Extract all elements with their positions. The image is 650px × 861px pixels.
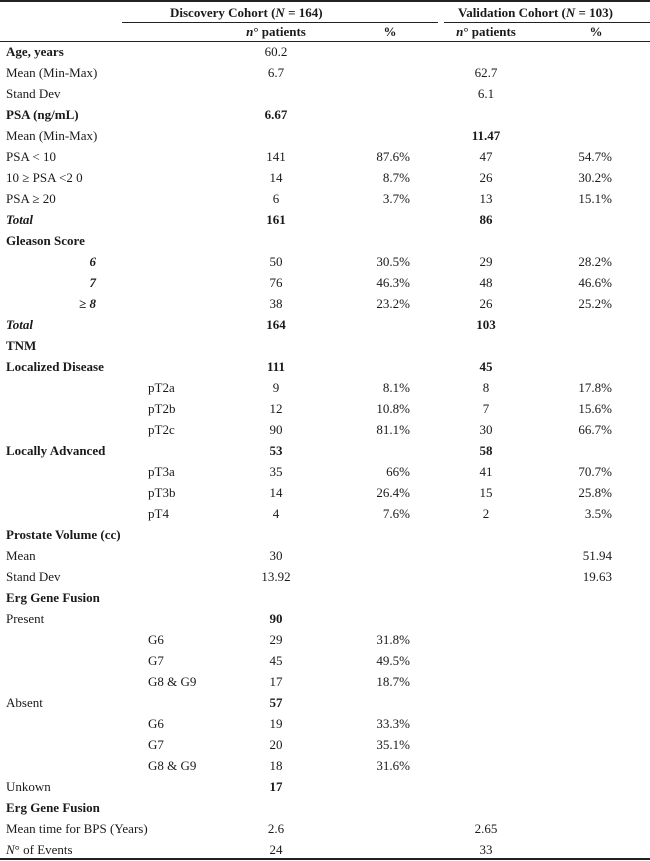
table-row — [0, 713, 650, 734]
row-label: 10 ≥ PSA <2 0 — [6, 170, 83, 185]
validation-n-cell: 26 — [479, 170, 493, 185]
validation-n-cell: 47 — [479, 149, 493, 164]
discovery-n-cell: 76 — [269, 275, 283, 290]
discovery-n-cell: 35 — [269, 464, 283, 479]
table-row — [0, 566, 650, 587]
discovery-pct-cell: 3.7% — [382, 191, 410, 206]
table-row — [0, 440, 650, 461]
discovery-pct-cell: 10.8% — [376, 401, 410, 416]
row-label: G8 & G9 — [148, 758, 197, 773]
row-label: PSA (ng/mL) — [6, 107, 79, 122]
discovery-n-cell: 50 — [269, 254, 283, 269]
discovery-n-cell: 164 — [266, 317, 286, 332]
discovery-n-cell: 13.92 — [261, 569, 291, 584]
table-row — [0, 398, 650, 419]
discovery-n-cell: 38 — [269, 296, 283, 311]
discovery-pct-cell: 81.1% — [376, 422, 410, 437]
discovery-pct-cell: 66% — [386, 464, 410, 479]
discovery-n-cell: 57 — [269, 695, 283, 710]
table-row — [0, 671, 650, 692]
row-label: pT2c — [148, 422, 175, 437]
row-label: Absent — [6, 695, 43, 710]
discovery-n-patients-header — [240, 21, 312, 42]
validation-pct-cell: 66.7% — [578, 422, 612, 437]
discovery-pct-cell: 30.5% — [376, 254, 410, 269]
discovery-n-cell: 90 — [269, 422, 283, 437]
row-label: Total — [6, 317, 33, 332]
validation-n-cell: 2 — [482, 506, 490, 521]
validation-pct-cell: 25.8% — [578, 485, 612, 500]
row-label: Localized Disease — [6, 359, 104, 374]
discovery-header-n: N — [275, 5, 285, 20]
discovery-n-cell: 20 — [269, 737, 283, 752]
row-label: Mean (Min-Max) — [6, 128, 98, 143]
discovery-n-cell: 30 — [269, 548, 283, 563]
table-row — [0, 62, 650, 83]
validation-cohort-header — [458, 3, 613, 23]
validation-pct-cell: 30.2% — [578, 170, 612, 185]
n-italic: n — [456, 24, 464, 39]
row-label: Mean (Min-Max) — [6, 65, 98, 80]
discovery-n-cell: 6.7 — [267, 65, 285, 80]
table-row — [0, 293, 650, 314]
row-label: Age, years — [6, 44, 64, 59]
discovery-n-cell: 60.2 — [264, 44, 288, 59]
table-row — [0, 524, 650, 545]
discovery-pct-cell: 8.1% — [382, 380, 410, 395]
discovery-pct-cell: 7.6% — [382, 506, 410, 521]
discovery-pct-cell: 35.1% — [376, 737, 410, 752]
row-label: Locally Advanced — [6, 443, 106, 458]
validation-header-prefix: Validation Cohort ( — [458, 5, 566, 20]
validation-n-cell: 13 — [479, 191, 493, 206]
table-row — [0, 356, 650, 377]
validation-n-cell: 58 — [479, 443, 493, 458]
row-label: TNM — [6, 338, 37, 353]
row-label: G7 — [148, 653, 164, 668]
table-row — [0, 41, 650, 62]
discovery-pct-cell: 31.6% — [376, 758, 410, 773]
table-row — [0, 650, 650, 671]
discovery-n-cell: 4 — [272, 506, 280, 521]
row-label: N° of Events — [6, 842, 73, 857]
row-label: Erg Gene Fusion — [6, 590, 100, 605]
discovery-n-cell: 17 — [269, 674, 283, 689]
validation-header-n: N — [565, 5, 576, 20]
validation-n-cell: 29 — [479, 254, 493, 269]
validation-n-cell: 6.1 — [477, 86, 495, 101]
row-label: Mean time for BPS (Years) — [6, 821, 148, 836]
validation-n-cell: 2.65 — [474, 821, 498, 836]
validation-n-cell: 15 — [479, 485, 493, 500]
table-row — [0, 83, 650, 104]
discovery-pct-cell: 26.4% — [376, 485, 410, 500]
discovery-n-cell: 24 — [269, 842, 283, 857]
discovery-pct-cell: 18.7% — [376, 674, 410, 689]
discovery-cohort-header — [170, 3, 323, 23]
row-label: pT4 — [148, 506, 169, 521]
validation-pct-cell: 15.6% — [578, 401, 612, 416]
table-row — [0, 272, 650, 293]
discovery-n-cell: 6 — [272, 191, 280, 206]
n-suffix: ° patients — [253, 24, 306, 39]
row-label: Prostate Volume (cc) — [6, 527, 121, 542]
table-row — [0, 839, 650, 860]
table-row — [0, 167, 650, 188]
validation-n-cell: 8 — [482, 380, 490, 395]
discovery-n-cell: 17 — [269, 779, 283, 794]
validation-n-cell: 26 — [479, 296, 493, 311]
table-row — [0, 230, 650, 251]
validation-n-cell: 48 — [479, 275, 493, 290]
table-row — [0, 503, 650, 524]
table-row — [0, 545, 650, 566]
row-label: Stand Dev — [6, 86, 61, 101]
table-row — [0, 146, 650, 167]
discovery-n-cell: 53 — [269, 443, 283, 458]
table-row — [0, 251, 650, 272]
table-row — [0, 818, 650, 839]
table-row — [0, 776, 650, 797]
validation-n-cell: 11.47 — [471, 128, 501, 143]
row-label: Gleason Score — [6, 233, 85, 248]
validation-pct-cell: 25.2% — [578, 296, 612, 311]
discovery-header-prefix: Discovery Cohort ( — [170, 5, 276, 20]
row-label: PSA < 10 — [6, 149, 56, 164]
discovery-n-cell: 19 — [269, 716, 283, 731]
discovery-n-cell: 90 — [269, 611, 283, 626]
validation-pct-cell: 17.8% — [578, 380, 612, 395]
table-row — [0, 419, 650, 440]
validation-pct-cell: 54.7% — [578, 149, 612, 164]
validation-pct-cell: 28.2% — [578, 254, 612, 269]
discovery-n-cell: 45 — [269, 653, 283, 668]
validation-header-suffix: = 103) — [575, 5, 614, 20]
table-row — [0, 209, 650, 230]
discovery-n-cell: 6.67 — [264, 107, 288, 122]
row-label: 7 — [89, 275, 96, 290]
table-row — [0, 188, 650, 209]
row-label: G8 & G9 — [148, 674, 197, 689]
n-suffix: ° patients — [463, 24, 516, 39]
row-label: Erg Gene Fusion — [6, 800, 100, 815]
table-row — [0, 104, 650, 125]
validation-pct-cell: 19.63 — [582, 569, 612, 584]
validation-pct-cell: 70.7% — [578, 464, 612, 479]
discovery-pct-header: % — [383, 24, 397, 39]
subheader-row — [0, 21, 650, 42]
table-row — [0, 314, 650, 335]
row-label: pT2a — [148, 380, 175, 395]
validation-pct-cell: 46.6% — [578, 275, 612, 290]
discovery-pct-cell: 46.3% — [376, 275, 410, 290]
validation-pct-cell: 15.1% — [578, 191, 612, 206]
table-row — [0, 797, 650, 818]
discovery-n-cell: 29 — [269, 632, 283, 647]
table-row — [0, 335, 650, 356]
validation-pct-header: % — [589, 24, 603, 39]
validation-n-cell: 86 — [479, 212, 493, 227]
row-label: 6 — [89, 254, 96, 269]
table-row — [0, 482, 650, 503]
row-label: Unkown — [6, 779, 51, 794]
validation-n-cell: 103 — [476, 317, 496, 332]
row-label: Total — [6, 212, 33, 227]
validation-n-cell: 45 — [479, 359, 493, 374]
discovery-pct-cell: 31.8% — [376, 632, 410, 647]
table-row — [0, 734, 650, 755]
top-rule — [0, 0, 650, 2]
row-label: G6 — [148, 632, 164, 647]
row-label: G7 — [148, 737, 164, 752]
discovery-pct-cell: 49.5% — [376, 653, 410, 668]
table-row — [0, 629, 650, 650]
table-row — [0, 377, 650, 398]
table-row — [0, 692, 650, 713]
discovery-n-cell: 18 — [269, 758, 283, 773]
discovery-n-cell: 141 — [266, 149, 286, 164]
table-row — [0, 587, 650, 608]
validation-pct-cell: 51.94 — [582, 548, 612, 563]
discovery-n-cell: 12 — [269, 401, 283, 416]
table-row — [0, 755, 650, 776]
validation-n-cell: 41 — [479, 464, 493, 479]
discovery-pct-cell: 33.3% — [376, 716, 410, 731]
validation-n-cell: 33 — [479, 842, 493, 857]
discovery-n-cell: 111 — [266, 359, 286, 374]
row-label: pT2b — [148, 401, 176, 416]
validation-n-cell: 62.7 — [474, 65, 498, 80]
validation-n-cell: 30 — [479, 422, 493, 437]
table-row — [0, 608, 650, 629]
row-label: Present — [6, 611, 45, 626]
row-label: G6 — [148, 716, 164, 731]
validation-pct-cell: 3.5% — [584, 506, 612, 521]
validation-n-cell: 7 — [482, 401, 490, 416]
row-label: pT3a — [148, 464, 175, 479]
discovery-header-suffix: = 164) — [284, 5, 323, 20]
row-label: Mean — [6, 548, 36, 563]
discovery-n-cell: 9 — [272, 380, 280, 395]
n-italic: n — [246, 24, 254, 39]
discovery-pct-cell: 23.2% — [376, 296, 410, 311]
row-label: ≥ 8 — [79, 296, 96, 311]
row-label: PSA ≥ 20 — [6, 191, 56, 206]
table-row — [0, 461, 650, 482]
row-label: pT3b — [148, 485, 176, 500]
discovery-n-cell: 2.6 — [267, 821, 285, 836]
discovery-n-cell: 14 — [269, 485, 283, 500]
validation-n-patients-header — [450, 21, 522, 42]
discovery-n-cell: 161 — [266, 212, 286, 227]
row-label: Stand Dev — [6, 569, 61, 584]
discovery-n-cell: 14 — [269, 170, 283, 185]
table-row — [0, 125, 650, 146]
discovery-pct-cell: 87.6% — [376, 149, 410, 164]
discovery-pct-cell: 8.7% — [382, 170, 410, 185]
bottom-rule — [0, 858, 650, 860]
